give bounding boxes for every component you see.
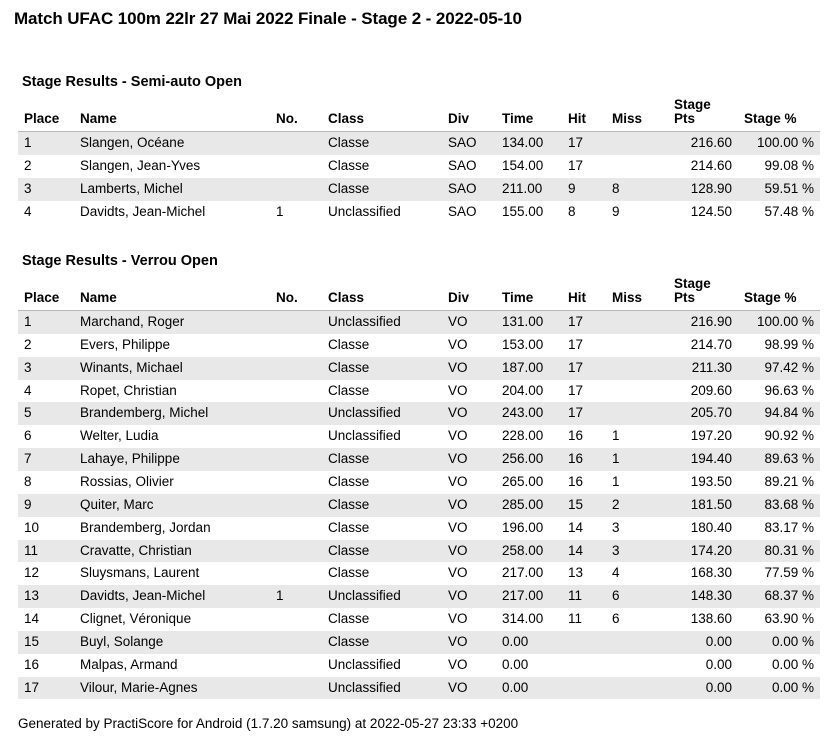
cell-stage-pts: 216.90 — [668, 311, 738, 334]
column-header-stage-pts — [668, 96, 738, 132]
cell-hit: 17 — [562, 357, 606, 380]
cell-place: 12 — [18, 562, 74, 585]
cell-miss: 8 — [606, 178, 668, 201]
table-row — [18, 201, 820, 224]
cell-div: VO — [442, 471, 496, 494]
cell-div: SAO — [442, 155, 496, 178]
cell-stage-pts: 138.60 — [668, 608, 738, 631]
cell-class: Classe — [322, 357, 442, 380]
cell-no — [270, 608, 322, 631]
column-header-stage-pts — [668, 275, 738, 311]
cell-div: VO — [442, 334, 496, 357]
cell-name: Marchand, Roger — [74, 311, 270, 334]
cell-no — [270, 540, 322, 563]
cell-div: VO — [442, 311, 496, 334]
cell-stage-pct: 0.00 % — [738, 631, 820, 654]
cell-stage-pts: 194.40 — [668, 448, 738, 471]
table-row — [18, 357, 820, 380]
table-row — [18, 132, 820, 155]
column-header-miss: Miss — [606, 275, 668, 311]
cell-hit: 17 — [562, 311, 606, 334]
table-row — [18, 540, 820, 563]
cell-stage-pts: 124.50 — [668, 201, 738, 224]
cell-div: VO — [442, 380, 496, 403]
cell-class: Classe — [322, 517, 442, 540]
cell-miss: 3 — [606, 540, 668, 563]
table-row — [18, 517, 820, 540]
cell-class: Classe — [322, 178, 442, 201]
cell-name: Brandemberg, Michel — [74, 402, 270, 425]
table-row — [18, 334, 820, 357]
cell-place: 6 — [18, 425, 74, 448]
table-body-verrou-open — [18, 311, 820, 700]
cell-time: 243.00 — [496, 402, 562, 425]
column-header-no: No. — [270, 96, 322, 132]
column-header-place: Place — [18, 96, 74, 132]
column-header-div: Div — [442, 275, 496, 311]
cell-time: 0.00 — [496, 677, 562, 700]
cell-div: VO — [442, 585, 496, 608]
cell-name: Evers, Philippe — [74, 334, 270, 357]
cell-class: Unclassified — [322, 425, 442, 448]
cell-class: Unclassified — [322, 677, 442, 700]
cell-stage-pct: 63.90 % — [738, 608, 820, 631]
cell-hit: 11 — [562, 608, 606, 631]
stage-pts-line1: Stage — [674, 97, 711, 112]
cell-name: Quiter, Marc — [74, 494, 270, 517]
cell-stage-pts: 197.20 — [668, 425, 738, 448]
cell-hit — [562, 631, 606, 654]
cell-no: 1 — [270, 585, 322, 608]
cell-place: 14 — [18, 608, 74, 631]
cell-place: 16 — [18, 654, 74, 677]
cell-no — [270, 562, 322, 585]
column-header-hit: Hit — [562, 275, 606, 311]
cell-class: Unclassified — [322, 201, 442, 224]
column-header-stage-pct: Stage % — [738, 275, 820, 311]
section-title: Stage Results - Semi-auto Open — [22, 74, 242, 90]
cell-stage-pct: 100.00 % — [738, 132, 820, 155]
table-row — [18, 471, 820, 494]
cell-stage-pct: 83.68 % — [738, 494, 820, 517]
stage-pts-line2: Pts — [674, 111, 696, 127]
cell-miss: 9 — [606, 201, 668, 224]
cell-time: 0.00 — [496, 654, 562, 677]
cell-place: 4 — [18, 201, 74, 224]
cell-name: Clignet, Véronique — [74, 608, 270, 631]
cell-miss — [606, 677, 668, 700]
cell-time: 154.00 — [496, 155, 562, 178]
cell-stage-pct: 0.00 % — [738, 677, 820, 700]
page-title: Match UFAC 100m 22lr 27 Mai 2022 Finale - Stage 2 - 2022-05-10 — [14, 9, 522, 28]
table-row — [18, 562, 820, 585]
cell-hit: 17 — [562, 380, 606, 403]
cell-hit: 15 — [562, 494, 606, 517]
cell-no — [270, 357, 322, 380]
cell-div: VO — [442, 357, 496, 380]
cell-div: VO — [442, 448, 496, 471]
cell-hit: 16 — [562, 471, 606, 494]
cell-miss — [606, 155, 668, 178]
cell-time: 256.00 — [496, 448, 562, 471]
cell-class: Classe — [322, 132, 442, 155]
cell-time: 131.00 — [496, 311, 562, 334]
cell-no — [270, 631, 322, 654]
cell-stage-pts: 209.60 — [668, 380, 738, 403]
cell-class: Classe — [322, 562, 442, 585]
cell-no — [270, 311, 322, 334]
cell-time: 265.00 — [496, 471, 562, 494]
cell-name: Davidts, Jean-Michel — [74, 201, 270, 224]
cell-div: SAO — [442, 178, 496, 201]
cell-div: SAO — [442, 201, 496, 224]
cell-hit: 14 — [562, 517, 606, 540]
cell-name: Ropet, Christian — [74, 380, 270, 403]
cell-stage-pts: 180.40 — [668, 517, 738, 540]
cell-stage-pct: 97.42 % — [738, 357, 820, 380]
cell-stage-pct: 83.17 % — [738, 517, 820, 540]
column-header-place: Place — [18, 275, 74, 311]
table-row — [18, 631, 820, 654]
cell-class: Classe — [322, 608, 442, 631]
cell-place: 3 — [18, 357, 74, 380]
cell-name: Buyl, Solange — [74, 631, 270, 654]
cell-stage-pct: 89.63 % — [738, 448, 820, 471]
table-row — [18, 677, 820, 700]
cell-time: 153.00 — [496, 334, 562, 357]
cell-time: 155.00 — [496, 201, 562, 224]
cell-no — [270, 334, 322, 357]
results-table-semi-auto-open — [18, 96, 820, 224]
cell-no — [270, 517, 322, 540]
table-row — [18, 311, 820, 334]
cell-miss — [606, 334, 668, 357]
table-row — [18, 448, 820, 471]
cell-stage-pts: 205.70 — [668, 402, 738, 425]
cell-class: Classe — [322, 631, 442, 654]
cell-no — [270, 402, 322, 425]
document-page — [0, 9, 829, 745]
section-title: Stage Results - Verrou Open — [22, 252, 218, 269]
cell-no: 1 — [270, 201, 322, 224]
cell-time: 217.00 — [496, 585, 562, 608]
cell-stage-pct: 94.84 % — [738, 402, 820, 425]
cell-place: 2 — [18, 334, 74, 357]
cell-miss: 6 — [606, 585, 668, 608]
cell-time: 314.00 — [496, 608, 562, 631]
table-row — [18, 608, 820, 631]
cell-hit: 17 — [562, 334, 606, 357]
cell-miss: 4 — [606, 562, 668, 585]
cell-miss: 1 — [606, 448, 668, 471]
cell-stage-pts: 214.70 — [668, 334, 738, 357]
cell-miss — [606, 311, 668, 334]
cell-name: Slangen, Jean-Yves — [74, 155, 270, 178]
cell-class: Unclassified — [322, 654, 442, 677]
cell-stage-pct: 96.63 % — [738, 380, 820, 403]
table-row — [18, 155, 820, 178]
cell-miss: 3 — [606, 517, 668, 540]
cell-no — [270, 654, 322, 677]
column-header-class: Class — [322, 96, 442, 132]
table-row — [18, 585, 820, 608]
cell-miss — [606, 357, 668, 380]
column-header-time: Time — [496, 275, 562, 311]
cell-place: 4 — [18, 380, 74, 403]
cell-stage-pts: 0.00 — [668, 654, 738, 677]
cell-place: 1 — [18, 311, 74, 334]
cell-hit: 17 — [562, 402, 606, 425]
cell-stage-pts: 216.60 — [668, 132, 738, 155]
cell-stage-pct: 89.21 % — [738, 471, 820, 494]
cell-class: Unclassified — [322, 311, 442, 334]
cell-class: Unclassified — [322, 585, 442, 608]
cell-stage-pts: 193.50 — [668, 471, 738, 494]
cell-place: 13 — [18, 585, 74, 608]
cell-class: Classe — [322, 380, 442, 403]
column-header-stage-pct: Stage % — [738, 96, 820, 132]
cell-class: Classe — [322, 448, 442, 471]
cell-time: 211.00 — [496, 178, 562, 201]
column-header-hit: Hit — [562, 96, 606, 132]
cell-name: Welter, Ludia — [74, 425, 270, 448]
table-header-row — [18, 96, 820, 132]
cell-no — [270, 132, 322, 155]
cell-div: VO — [442, 631, 496, 654]
cell-no — [270, 494, 322, 517]
table-header-row — [18, 275, 820, 311]
cell-place: 9 — [18, 494, 74, 517]
cell-div: VO — [442, 540, 496, 563]
cell-name: Winants, Michael — [74, 357, 270, 380]
cell-div: VO — [442, 608, 496, 631]
cell-hit: 11 — [562, 585, 606, 608]
cell-stage-pct: 77.59 % — [738, 562, 820, 585]
cell-miss — [606, 654, 668, 677]
cell-time: 258.00 — [496, 540, 562, 563]
cell-time: 134.00 — [496, 132, 562, 155]
cell-miss: 1 — [606, 425, 668, 448]
cell-time: 204.00 — [496, 380, 562, 403]
cell-div: VO — [442, 494, 496, 517]
cell-div: VO — [442, 517, 496, 540]
cell-name: Brandemberg, Jordan — [74, 517, 270, 540]
cell-hit: 14 — [562, 540, 606, 563]
cell-div: VO — [442, 425, 496, 448]
cell-hit — [562, 677, 606, 700]
cell-class: Classe — [322, 334, 442, 357]
cell-stage-pct: 59.51 % — [738, 178, 820, 201]
cell-hit — [562, 654, 606, 677]
cell-div: VO — [442, 562, 496, 585]
cell-name: Davidts, Jean-Michel — [74, 585, 270, 608]
cell-no — [270, 448, 322, 471]
cell-place: 10 — [18, 517, 74, 540]
cell-miss: 6 — [606, 608, 668, 631]
cell-name: Malpas, Armand — [74, 654, 270, 677]
cell-no — [270, 380, 322, 403]
cell-hit: 8 — [562, 201, 606, 224]
cell-place: 2 — [18, 155, 74, 178]
cell-time: 187.00 — [496, 357, 562, 380]
cell-stage-pts: 174.20 — [668, 540, 738, 563]
cell-stage-pts: 211.30 — [668, 357, 738, 380]
cell-place: 11 — [18, 540, 74, 563]
cell-place: 7 — [18, 448, 74, 471]
cell-name: Lahaye, Philippe — [74, 448, 270, 471]
footer-text: Generated by PractiScore for Android (1.7.20 samsung) at 2022-05-27 23:33 +0200 — [18, 716, 519, 731]
table-row — [18, 425, 820, 448]
cell-div: VO — [442, 654, 496, 677]
section-verrou-open — [0, 253, 829, 700]
column-header-div: Div — [442, 96, 496, 132]
column-header-time: Time — [496, 96, 562, 132]
cell-stage-pts: 148.30 — [668, 585, 738, 608]
cell-miss — [606, 402, 668, 425]
cell-no — [270, 471, 322, 494]
cell-place: 1 — [18, 132, 74, 155]
cell-no — [270, 677, 322, 700]
table-row — [18, 654, 820, 677]
cell-place: 3 — [18, 178, 74, 201]
cell-place: 8 — [18, 471, 74, 494]
cell-class: Classe — [322, 471, 442, 494]
cell-stage-pct: 99.08 % — [738, 155, 820, 178]
cell-place: 15 — [18, 631, 74, 654]
table-row — [18, 402, 820, 425]
cell-miss — [606, 631, 668, 654]
cell-stage-pct: 0.00 % — [738, 654, 820, 677]
cell-name: Lamberts, Michel — [74, 178, 270, 201]
cell-stage-pts: 168.30 — [668, 562, 738, 585]
cell-name: Sluysmans, Laurent — [74, 562, 270, 585]
cell-name: Vilour, Marie-Agnes — [74, 677, 270, 700]
cell-hit: 16 — [562, 425, 606, 448]
cell-stage-pct: 57.48 % — [738, 201, 820, 224]
cell-hit: 9 — [562, 178, 606, 201]
column-header-class: Class — [322, 275, 442, 311]
cell-class: Classe — [322, 155, 442, 178]
cell-name: Slangen, Océane — [74, 132, 270, 155]
table-row — [18, 380, 820, 403]
cell-hit: 13 — [562, 562, 606, 585]
cell-hit: 17 — [562, 132, 606, 155]
cell-class: Unclassified — [322, 402, 442, 425]
cell-class: Classe — [322, 540, 442, 563]
cell-hit: 16 — [562, 448, 606, 471]
column-header-name: Name — [74, 275, 270, 311]
stage-pts-line2: Pts — [674, 289, 696, 305]
results-table-verrou-open — [18, 275, 820, 700]
cell-hit: 17 — [562, 155, 606, 178]
column-header-miss: Miss — [606, 96, 668, 132]
cell-time: 0.00 — [496, 631, 562, 654]
stage-pts-line1: Stage — [674, 275, 711, 291]
cell-div: VO — [442, 402, 496, 425]
cell-place: 5 — [18, 402, 74, 425]
cell-no — [270, 425, 322, 448]
cell-miss: 1 — [606, 471, 668, 494]
cell-class: Classe — [322, 494, 442, 517]
cell-time: 217.00 — [496, 562, 562, 585]
cell-miss: 2 — [606, 494, 668, 517]
cell-miss — [606, 380, 668, 403]
cell-name: Cravatte, Christian — [74, 540, 270, 563]
cell-div: SAO — [442, 132, 496, 155]
cell-no — [270, 155, 322, 178]
cell-time: 228.00 — [496, 425, 562, 448]
table-row — [18, 494, 820, 517]
section-semi-auto-open — [0, 74, 829, 224]
cell-time: 196.00 — [496, 517, 562, 540]
cell-stage-pts: 181.50 — [668, 494, 738, 517]
table-row — [18, 178, 820, 201]
cell-stage-pts: 214.60 — [668, 155, 738, 178]
cell-time: 285.00 — [496, 494, 562, 517]
cell-place: 17 — [18, 677, 74, 700]
cell-miss — [606, 132, 668, 155]
cell-stage-pts: 0.00 — [668, 631, 738, 654]
cell-stage-pct: 68.37 % — [738, 585, 820, 608]
cell-stage-pct: 80.31 % — [738, 540, 820, 563]
cell-stage-pct: 90.92 % — [738, 425, 820, 448]
column-header-no: No. — [270, 275, 322, 311]
cell-name: Rossias, Olivier — [74, 471, 270, 494]
cell-stage-pts: 128.90 — [668, 178, 738, 201]
cell-stage-pct: 100.00 % — [738, 311, 820, 334]
cell-stage-pts: 0.00 — [668, 677, 738, 700]
cell-no — [270, 178, 322, 201]
column-header-name: Name — [74, 96, 270, 132]
cell-stage-pct: 98.99 % — [738, 334, 820, 357]
table-body-semi-auto-open — [18, 132, 820, 224]
cell-div: VO — [442, 677, 496, 700]
